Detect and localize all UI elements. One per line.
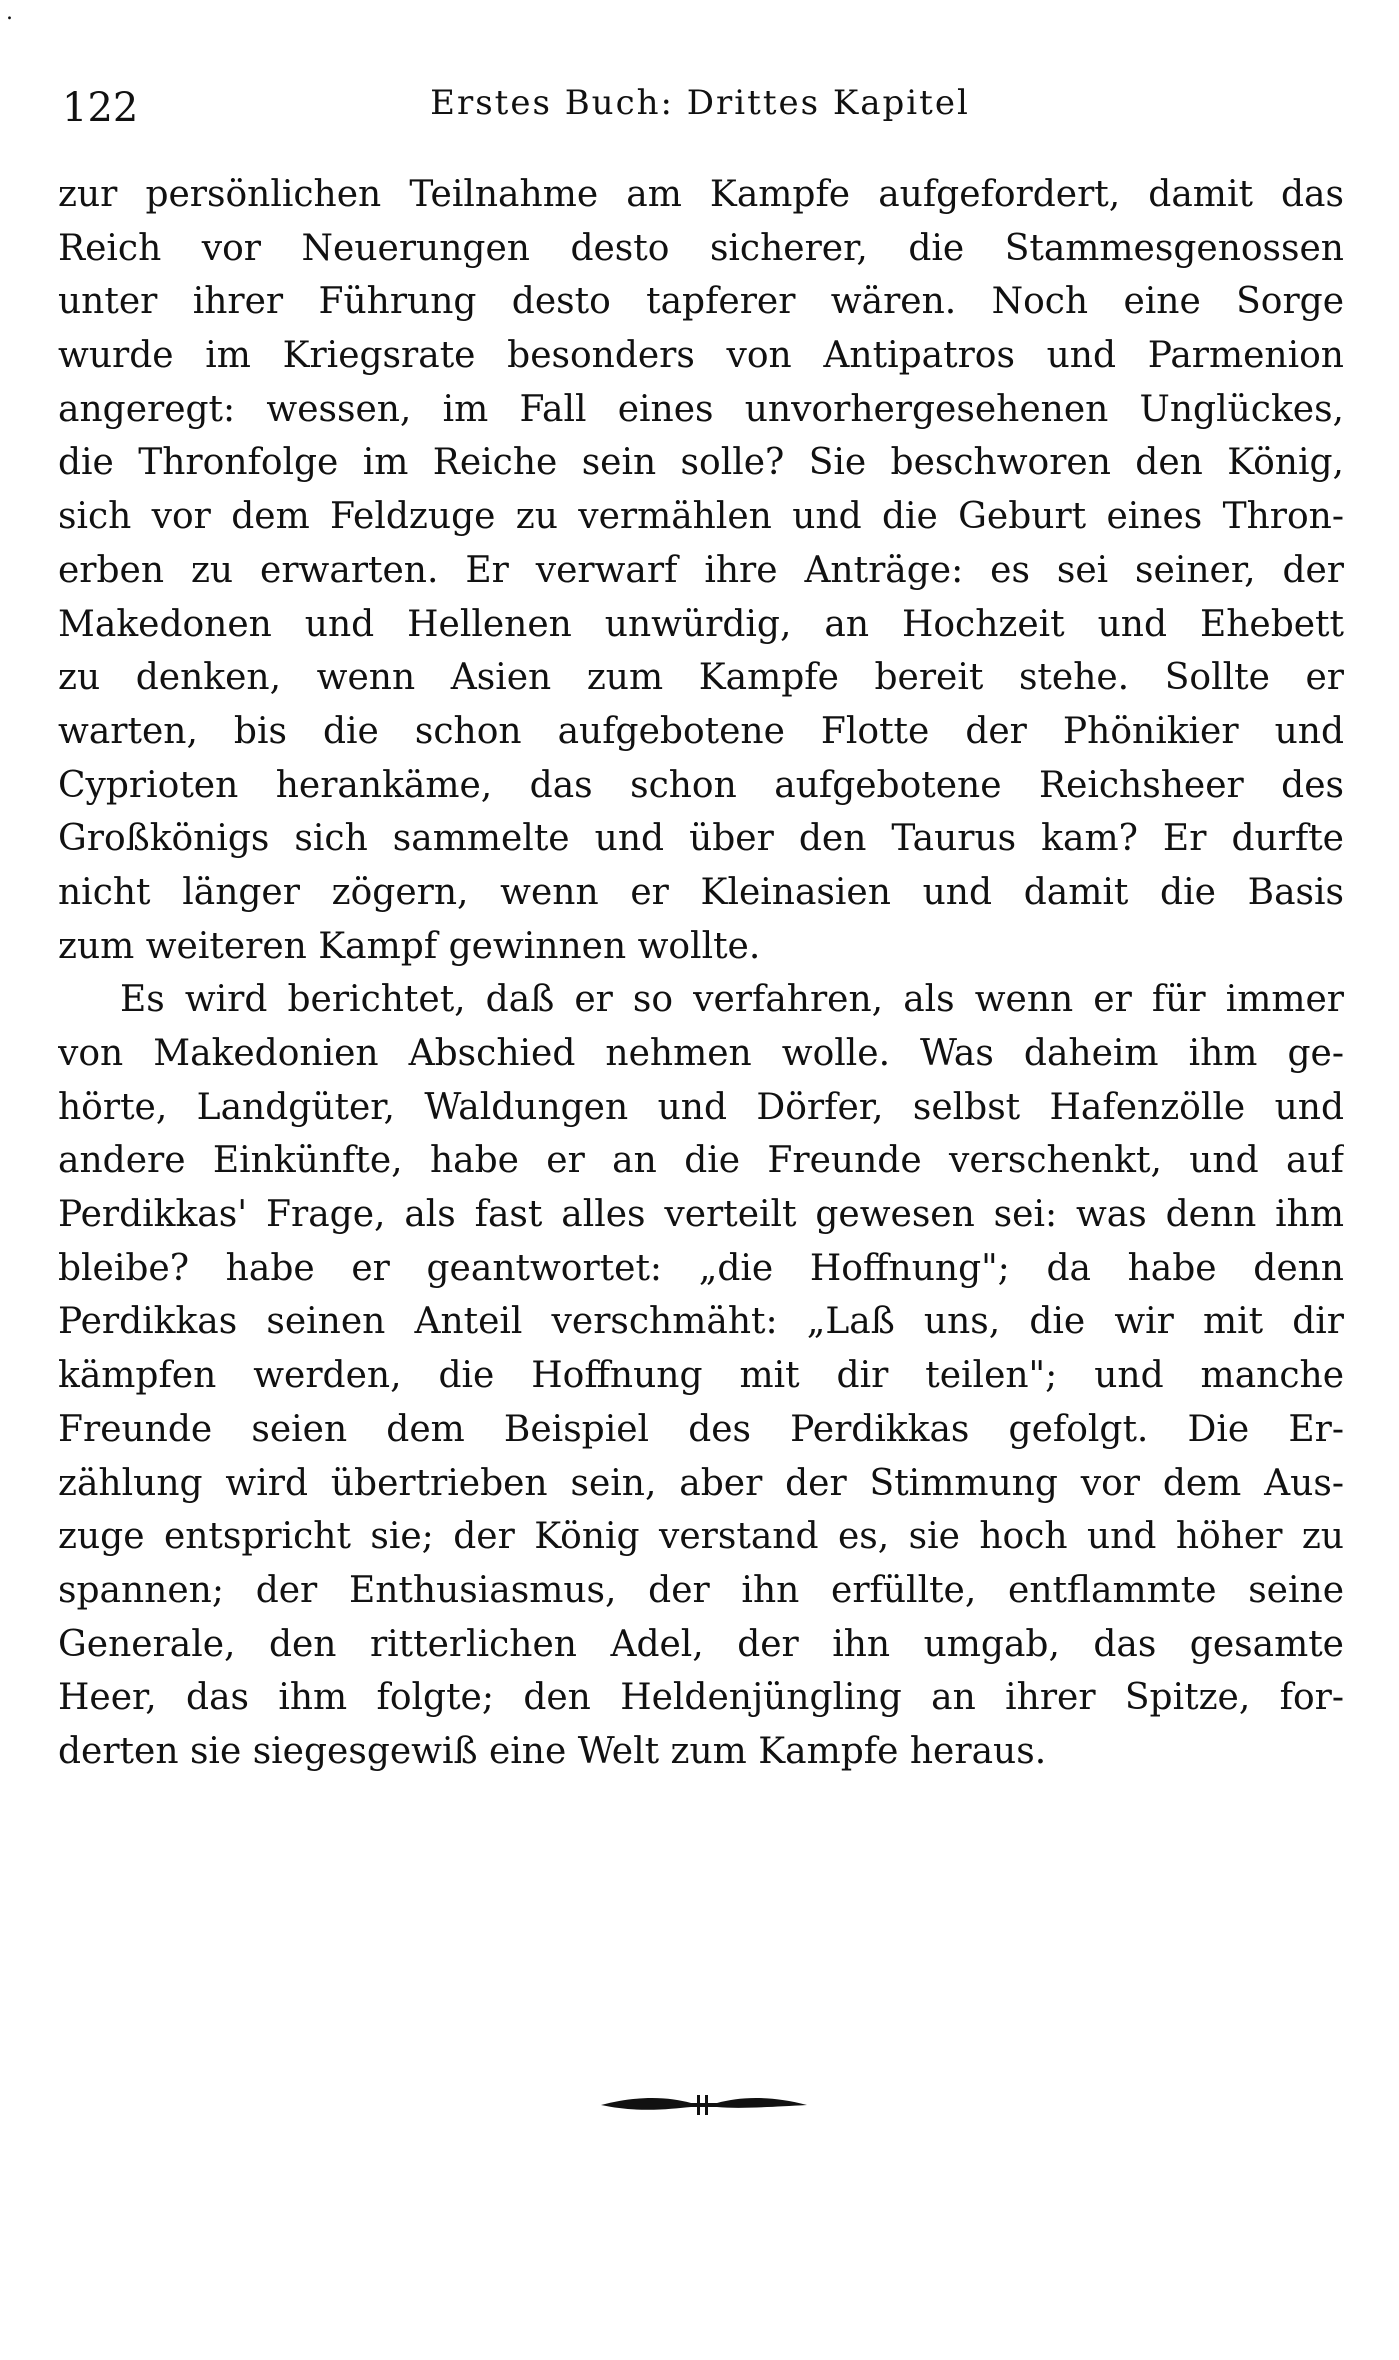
- text-line: Generale, den ritterlichen Adel, der ihn umgab, das gesamte: [58, 1623, 1344, 1665]
- text-line: Es wird berichtet, daß er so verfahren, als wenn er für immer: [120, 979, 1344, 1021]
- paragraph-2: [58, 973, 1344, 1778]
- text-line: sich vor dem Feldzuge zu vermählen und die Geburt eines Thron-: [58, 496, 1344, 538]
- running-head: Erstes Buch: Drittes Kapitel: [430, 83, 970, 123]
- text-line: Makedonen und Hellenen unwürdig, an Hochzeit und Ehebett: [58, 603, 1344, 645]
- text-line: andere Einkünfte, habe er an die Freunde verschenkt, und auf: [58, 1140, 1344, 1182]
- text-line: zuge entspricht sie; der König verstand es, sie hoch und höher zu: [58, 1516, 1344, 1558]
- text-line: kämpfen werden, die Hoffnung mit dir teilen"; und manche: [58, 1355, 1344, 1397]
- text-line: spannen; der Enthusiasmus, der ihn erfüllte, entflammte seine: [58, 1569, 1344, 1611]
- text-line: zu denken, wenn Asien zum Kampfe bereit stehe. Sollte er: [58, 657, 1344, 699]
- text-line: zum weiteren Kampf gewinnen wollte.: [58, 925, 761, 967]
- text-line: Heer, das ihm folgte; den Heldenjüngling an ihrer Spitze, for-: [58, 1677, 1344, 1719]
- text-line: hörte, Landgüter, Waldungen und Dörfer, selbst Hafenzölle und: [58, 1086, 1344, 1128]
- text-line: wurde im Kriegsrate besonders von Antipatros und Parmenion: [58, 335, 1344, 377]
- text-line: nicht länger zögern, wenn er Kleinasien und damit die Basis: [58, 871, 1344, 913]
- text-line: Großkönigs sich sammelte und über den Taurus kam? Er durfte: [58, 818, 1344, 860]
- text-line: von Makedonien Abschied nehmen wolle. Was daheim ihm ge-: [58, 1033, 1344, 1074]
- paragraph-1: [58, 168, 1344, 973]
- text-line: erben zu erwarten. Er verwarf ihre Anträge: es sei seiner, der: [58, 549, 1344, 591]
- corner-mark: .: [6, 0, 13, 25]
- end-ornament-icon: [599, 2083, 809, 2127]
- text-line: die Thronfolge im Reiche sein solle? Sie beschworen den König,: [58, 442, 1344, 484]
- text-line: Reich vor Neuerungen desto sicherer, die Stammesgenossen: [58, 227, 1344, 269]
- text-line: angeregt: wessen, im Fall eines unvorhergesehenen Unglückes,: [58, 388, 1344, 430]
- text-line: Freunde seien dem Beispiel des Perdikkas gefolgt. Die Er-: [58, 1408, 1344, 1450]
- text-line: derten sie siegesgewiß eine Welt zum Kampfe heraus.: [58, 1730, 1047, 1772]
- text-line: Perdikkas seinen Anteil verschmäht: „Laß uns, die wir mit dir: [58, 1301, 1344, 1343]
- page-number: 122: [62, 85, 139, 131]
- text-line: bleibe? habe er geantwortet: „die Hoffnung"; da habe denn: [58, 1247, 1344, 1289]
- text-line: Cyprioten herankäme, das schon aufgebotene Reichsheer des: [58, 764, 1344, 806]
- text-line: Perdikkas' Frage, als fast alles verteilt gewesen sei: was denn ihm: [58, 1194, 1344, 1236]
- body-text: [58, 168, 1344, 1779]
- text-line: warten, bis die schon aufgebotene Flotte der Phönikier und: [58, 710, 1344, 752]
- text-line: zur persönlichen Teilnahme am Kampfe aufgefordert, damit das: [58, 174, 1344, 215]
- text-line: zählung wird übertrieben sein, aber der Stimmung vor dem Aus-: [58, 1462, 1344, 1504]
- text-line: unter ihrer Führung desto tapferer wären. Noch eine Sorge: [58, 281, 1344, 323]
